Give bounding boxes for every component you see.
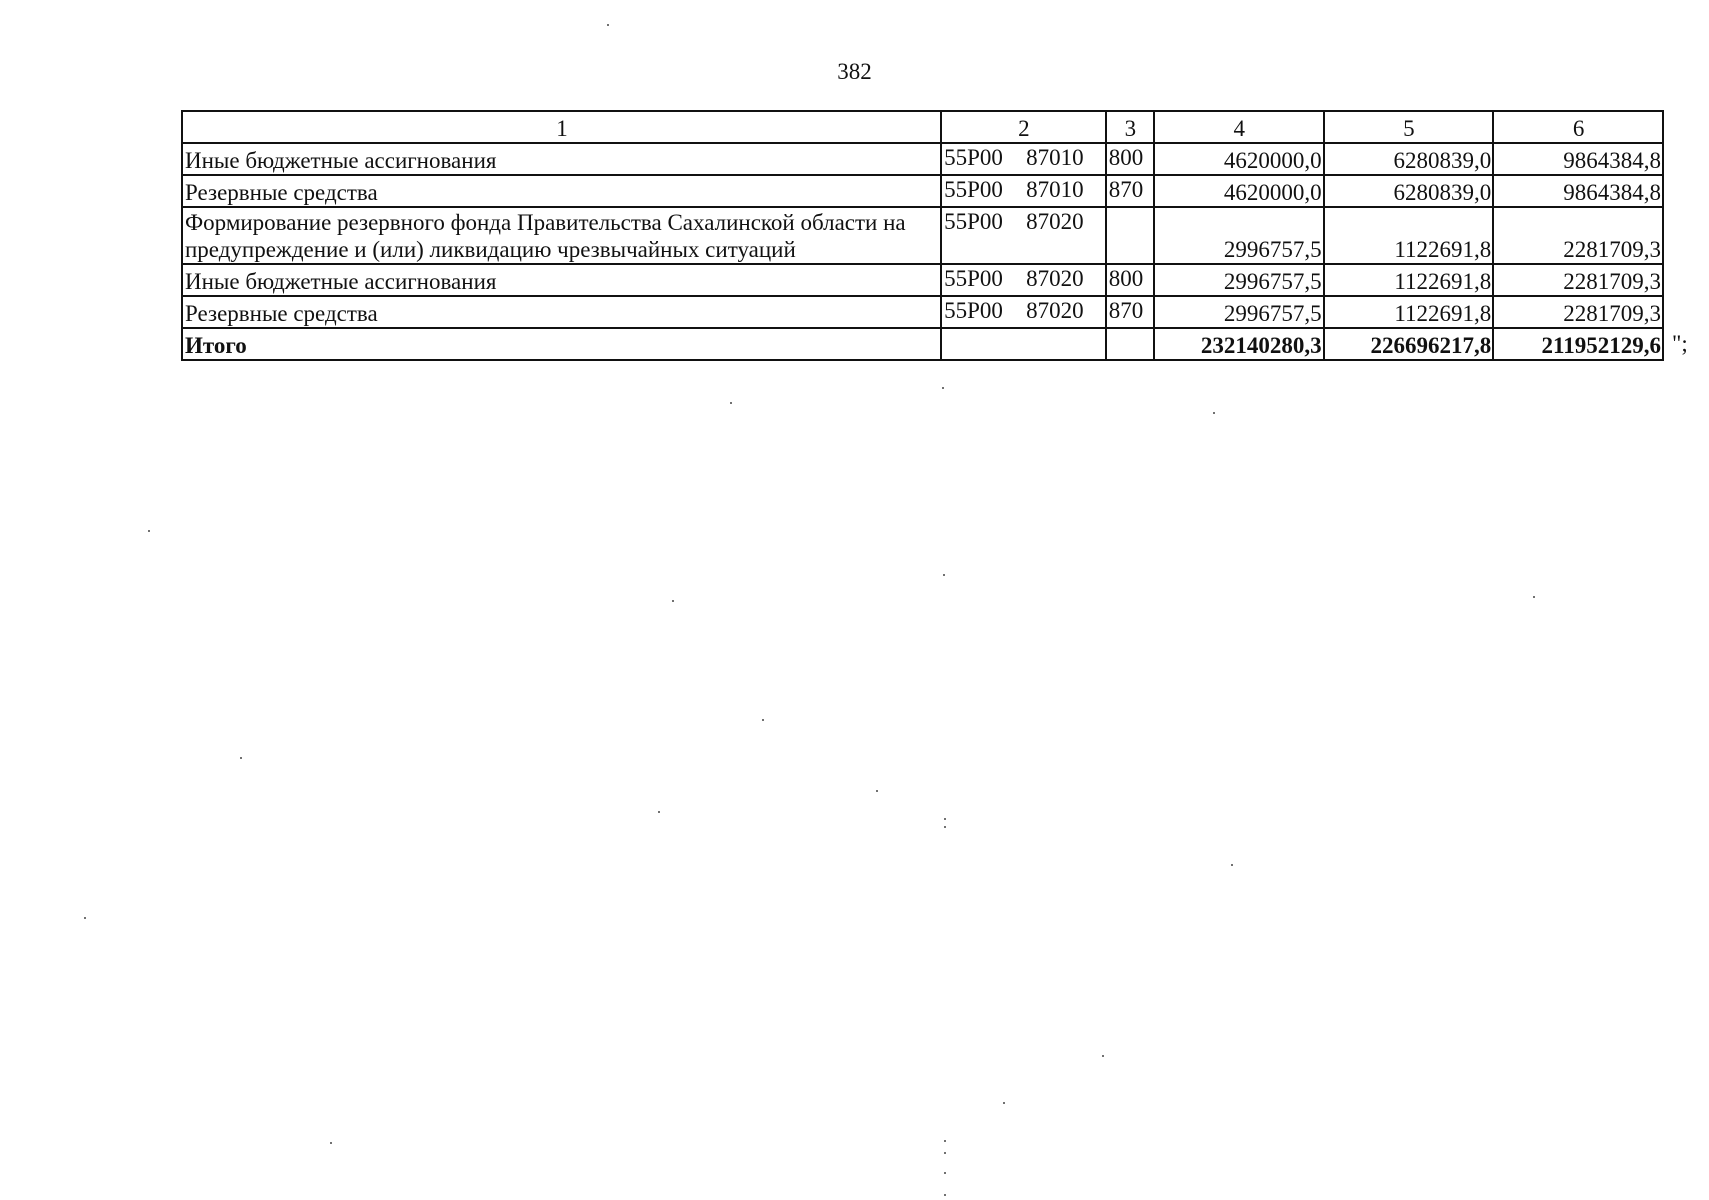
row-value-col5: 6280839,0 (1324, 175, 1494, 207)
row-value-col6: 2281709,3 (1493, 207, 1663, 264)
total-value-col4: 232140280,3 (1154, 328, 1324, 360)
row-name: Формирование резервного фонда Правительства Сахалинской области на предупреждение и (или) ликвидацию чрезвычайных ситуаций (182, 207, 941, 264)
empty-cell (941, 328, 1106, 360)
direction-code: 87010 (1026, 177, 1084, 202)
total-value-col5: 226696217,8 (1324, 328, 1494, 360)
row-value-col4: 2996757,5 (1154, 264, 1324, 296)
column-header: 4 (1154, 111, 1324, 143)
total-row (182, 328, 1663, 360)
column-header: 5 (1324, 111, 1494, 143)
direction-code: 87020 (1026, 209, 1084, 234)
column-header: 2 (941, 111, 1106, 143)
program-code: 55Р00 (944, 145, 1003, 170)
row-code (941, 175, 1106, 207)
direction-code: 87020 (1026, 266, 1084, 291)
row-expense-type: 800 (1106, 143, 1154, 175)
row-name: Иные бюджетные ассигнования (182, 264, 941, 296)
row-expense-type: 870 (1106, 175, 1154, 207)
row-expense-type (1106, 207, 1154, 264)
closing-quote-mark: "; (1672, 331, 1688, 356)
row-code (941, 143, 1106, 175)
program-code: 55Р00 (944, 266, 1003, 291)
table-row (182, 143, 1663, 175)
row-code (941, 264, 1106, 296)
table-row (182, 207, 1663, 264)
budget-table (181, 110, 1664, 361)
row-code (941, 207, 1106, 264)
total-label: Итого (182, 328, 941, 360)
direction-code: 87020 (1026, 298, 1084, 323)
direction-code: 87010 (1026, 145, 1084, 170)
column-header: 3 (1106, 111, 1154, 143)
row-name: Иные бюджетные ассигнования (182, 143, 941, 175)
program-code: 55Р00 (944, 209, 1003, 234)
program-code: 55Р00 (944, 298, 1003, 323)
page-number: 382 (837, 59, 872, 84)
row-value-col4: 2996757,5 (1154, 207, 1324, 264)
row-value-col4: 4620000,0 (1154, 143, 1324, 175)
table-row (182, 296, 1663, 328)
row-value-col5: 1122691,8 (1324, 207, 1494, 264)
row-value-col6: 9864384,8 (1493, 175, 1663, 207)
row-name: Резервные средства (182, 175, 941, 207)
row-value-col5: 1122691,8 (1324, 296, 1494, 328)
row-value-col6: 9864384,8 (1493, 143, 1663, 175)
row-expense-type: 870 (1106, 296, 1154, 328)
row-value-col6: 2281709,3 (1493, 264, 1663, 296)
row-value-col4: 4620000,0 (1154, 175, 1324, 207)
row-code (941, 296, 1106, 328)
row-value-col4: 2996757,5 (1154, 296, 1324, 328)
row-name: Резервные средства (182, 296, 941, 328)
row-value-col5: 6280839,0 (1324, 143, 1494, 175)
total-value-col6: 211952129,6 (1493, 328, 1663, 360)
table-row (182, 175, 1663, 207)
column-header: 1 (182, 111, 941, 143)
row-value-col6: 2281709,3 (1493, 296, 1663, 328)
table-row (182, 264, 1663, 296)
empty-cell (1106, 328, 1154, 360)
table-header-row (182, 111, 1663, 143)
row-value-col5: 1122691,8 (1324, 264, 1494, 296)
column-header: 6 (1493, 111, 1663, 143)
row-expense-type: 800 (1106, 264, 1154, 296)
program-code: 55Р00 (944, 177, 1003, 202)
